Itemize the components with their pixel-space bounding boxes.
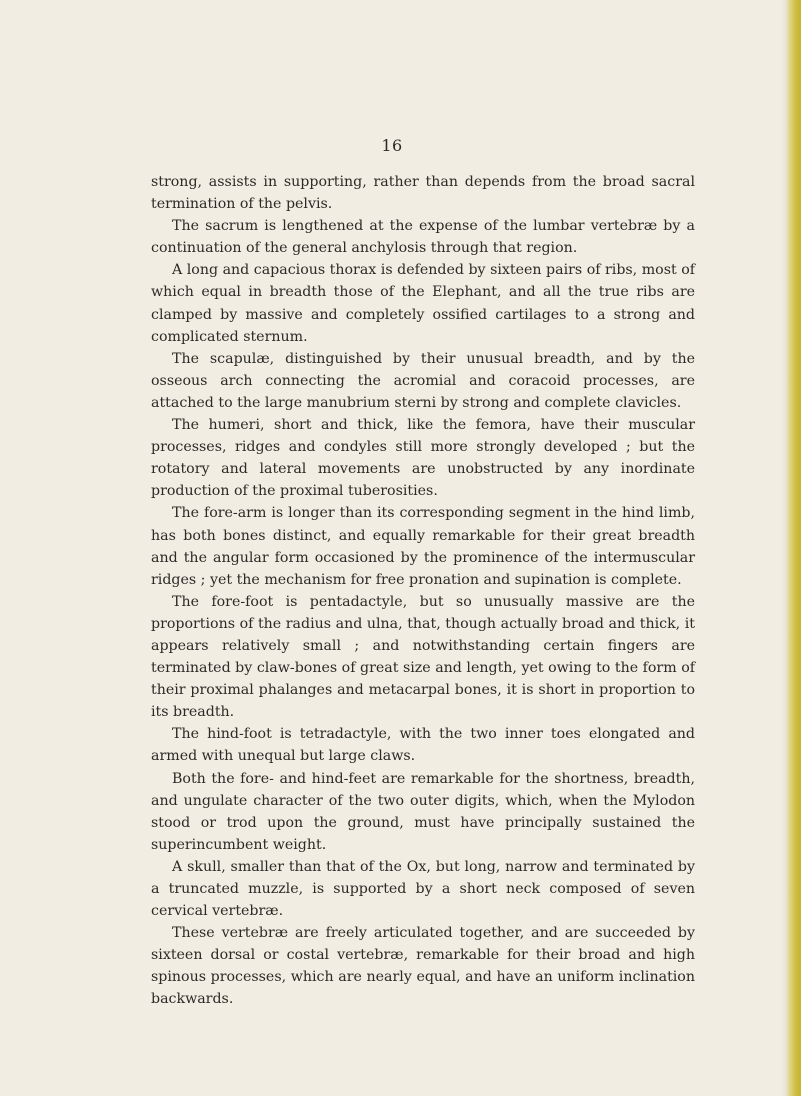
paragraph-6: The fore-arm is longer than its corresponding segment in the hind limb, has both bones distinct, and equally remarkable for their great breadth and the angular form occasioned by the prominence of the intermuscular ridges ; yet the mechanism for free pronation and supination is complete. (151, 505, 695, 588)
page-number: 16 (381, 136, 403, 155)
paragraph-10: A skull, smaller than that of the Ox, but long, narrow and terminated by a truncated muzzle, is supported by a short neck composed of seven cervical vertebræ. (151, 858, 695, 920)
paragraph-5: The humeri, short and thick, like the femora, have their muscular processes, ridges and condyles still more strongly developed ; but the rotatory and lateral movements are unobstructed by any inordinate production of the proximal tuberosities. (151, 417, 695, 500)
paragraph-2: The sacrum is lengthened at the expense of the lumbar vertebræ by a continuation of the general anchylosis through that region. (151, 218, 695, 257)
paragraph-4: The scapulæ, distinguished by their unusual breadth, and by the osseous arch connecting the acromial and coracoid processes, are attached to the large manubrium sterni by strong and complete clavicles. (151, 350, 695, 411)
paragraph-8: The hind-foot is tetradactyle, with the two inner toes elongated and armed with unequal but large claws. (151, 726, 695, 765)
body-text (151, 171, 695, 1011)
paragraph-9: Both the fore- and hind-feet are remarkable for the shortness, breadth, and ungulate character of the two outer digits, which, when the Mylodon stood or trod upon the ground, must have principally sustained the superincumbent weight. (151, 770, 695, 853)
page-gilt-edge (787, 0, 801, 1096)
paragraph-7: The fore-foot is pentadactyle, but so unusually massive are the proportions of the radius and ulna, that, though actually broad and thick, it appears relatively small ; and notwithstanding certain fingers are terminated by claw-bones of great size and length, yet owing to the form of their proximal phalanges and metacarpal bones, it is short in proportion to its breadth. (151, 593, 695, 721)
paragraph-1: strong, assists in supporting, rather than depends from the broad sacral termination of the pelvis. (151, 174, 695, 213)
paragraph-11: These vertebræ are freely articulated together, and are succeeded by sixteen dorsal or costal vertebræ, remarkable for their broad and high spinous processes, which are nearly equal, and have an uniform inclination backwards. (151, 925, 695, 1008)
paragraph-3: A long and capacious thorax is defended by sixteen pairs of ribs, most of which equal in breadth those of the Elephant, and all the true ribs are clamped by massive and completely ossified cartilages to a strong and complicated sternum. (151, 262, 695, 345)
